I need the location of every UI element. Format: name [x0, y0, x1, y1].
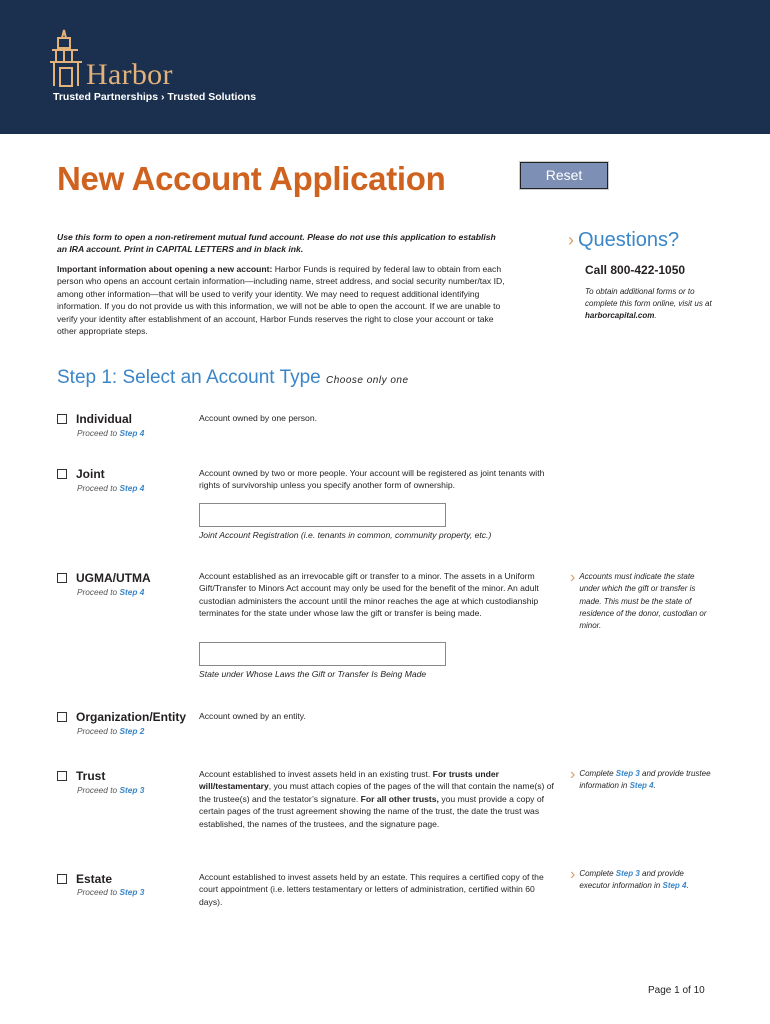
header-banner — [0, 0, 770, 134]
joint-registration-field[interactable] — [199, 503, 446, 527]
trust-note-step4: Step 4 — [629, 781, 654, 791]
website-link[interactable]: harborcapital.com — [585, 311, 655, 320]
chevron-right-icon: › — [570, 766, 576, 783]
chevron-right-icon: › — [570, 569, 576, 586]
important-info — [57, 263, 507, 337]
trust-proceed — [77, 785, 144, 795]
estate-note-text — [579, 868, 715, 893]
trust-note-step3: Step 3 — [615, 769, 640, 778]
step1-heading — [57, 367, 409, 389]
joint-proceed-step: Step 4 — [119, 483, 145, 493]
estate-description: Account established to invest assets held by an estate. This requires a certified copy of the court appointment (i.e. letters testamentary or letters of administration, certified within 60 days). — [199, 872, 544, 907]
option-joint[interactable] — [57, 467, 105, 481]
organization-checkbox[interactable] — [57, 712, 67, 722]
estate-proceed — [77, 887, 144, 897]
estate-note-c: and provide executor information in — [579, 869, 684, 891]
trust-checkbox[interactable] — [57, 771, 67, 781]
ugma-state-caption: State under Whose Laws the Gift or Transfer Is Being Made — [199, 669, 427, 679]
organization-proceed-step: Step 2 — [119, 726, 145, 736]
intro-text: Use this form to open a non-retirement mutual fund account. Please do not use this application to establish an IRA account. Print in CAPITAL LETTERS and in black ink. — [57, 232, 496, 255]
lighthouse-icon — [48, 28, 84, 88]
trust-desc-e: you must provide a copy of certain pages of the trust agreement showing the name of the trust, the date the trust was established, the names of the trustees, and the signature page. — [199, 793, 545, 829]
step1-title: Step 1: Select an Account Type — [57, 367, 321, 388]
joint-registration-caption: Joint Account Registration (i.e. tenants in common, community property, etc.) — [199, 530, 492, 540]
brand-name: Harbor — [86, 58, 173, 91]
individual-proceed — [77, 428, 144, 438]
questions-heading — [568, 229, 679, 252]
trust-desc-b: For trusts under will/testamentary — [199, 769, 499, 792]
estate-checkbox[interactable] — [57, 874, 67, 884]
organization-description: Account owned by an entity. — [199, 711, 306, 721]
ugma-state-field[interactable] — [199, 642, 446, 666]
joint-checkbox[interactable] — [57, 469, 67, 479]
trust-label: Trust — [76, 769, 106, 783]
proceed-prefix: Proceed to — [77, 887, 120, 897]
option-organization[interactable] — [57, 710, 186, 724]
ugma-proceed — [77, 587, 144, 597]
proceed-prefix: Proceed to — [77, 483, 120, 493]
ugma-checkbox[interactable] — [57, 573, 67, 583]
trust-desc-a: Account established to invest assets held in an existing trust. — [199, 769, 433, 779]
harbor-logo — [48, 28, 288, 108]
page-number: Page 1 of 10 — [648, 985, 705, 996]
joint-proceed — [77, 483, 144, 493]
questions-heading-text: Questions? — [578, 229, 680, 251]
proceed-prefix: Proceed to — [77, 428, 120, 438]
important-body: Harbor Funds is required by federal law to obtain from each person who opens an account certain information—including name, street address, and social security number/tax ID, among other information—that will be used to verify your identity. We may need to request additional identifying information. If you do not provide us with this information, we will not be able to open the account. If we are unable to verify your identity after establishment of an account, Harbor Funds reserves the right to close your account or take other appropriate steps. — [57, 264, 505, 337]
trust-description — [199, 768, 559, 830]
page-title: New Account Application — [57, 160, 446, 197]
estate-note-a: Complete — [579, 869, 616, 878]
questions-note-text: To obtain additional forms or to complete this form online, visit us at — [585, 287, 712, 308]
option-ugma-utma[interactable] — [57, 571, 151, 585]
trust-note-e: . — [653, 781, 656, 791]
estate-note-step3: Step 3 — [615, 869, 640, 878]
estate-note — [570, 868, 715, 893]
step1-instruction: Choose only one — [326, 375, 409, 386]
ugma-label: UGMA/UTMA — [76, 571, 151, 585]
chevron-right-icon: › — [570, 866, 576, 883]
option-trust[interactable] — [57, 769, 105, 783]
individual-label: Individual — [76, 412, 133, 426]
questions-phone: Call 800-422-1050 — [585, 263, 686, 277]
joint-description: Account owned by two or more people. Your account will be registered as joint tenants with rights of survivorship unless you specify another form of ownership. — [199, 468, 545, 491]
proceed-prefix: Proceed to — [77, 726, 120, 736]
estate-note-step4: Step 4 — [662, 881, 687, 891]
trust-note-c: and provide trustee information in — [579, 769, 711, 791]
individual-description: Account owned by one person. — [199, 413, 318, 423]
option-estate[interactable] — [57, 872, 112, 886]
trust-note — [570, 768, 715, 793]
trust-note-text — [579, 768, 715, 793]
option-individual[interactable] — [57, 412, 132, 426]
trust-proceed-step: Step 3 — [119, 785, 145, 795]
reset-button[interactable]: Reset — [520, 162, 608, 189]
proceed-prefix: Proceed to — [77, 587, 120, 597]
estate-proceed-step: Step 3 — [119, 887, 145, 897]
proceed-prefix: Proceed to — [77, 785, 120, 795]
chevron-right-icon: › — [568, 230, 574, 250]
important-lead: Important information about opening a new account: — [57, 264, 273, 274]
estate-label: Estate — [76, 872, 113, 886]
questions-note — [585, 286, 715, 322]
ugma-proceed-step: Step 4 — [119, 587, 145, 597]
joint-label: Joint — [76, 467, 105, 481]
organization-proceed — [77, 726, 144, 736]
trust-note-a: Complete — [579, 769, 616, 778]
trust-desc-d: For all other trusts, — [360, 793, 439, 804]
questions-note-period: . — [654, 311, 657, 320]
ugma-description: Account established as an irrevocable gift or transfer to a minor. The assets in a Uniform Gift/Transfer to Minors Act account may only be used for the benefit of the minor. An adult custodian administers the account until the minor reaches the age at which custodianship terminates for the state under whose law the gift or transfer is being made. — [199, 571, 539, 619]
individual-proceed-step: Step 4 — [119, 428, 145, 438]
ugma-note — [570, 571, 715, 632]
tagline: Trusted Partnerships › Trusted Solutions — [53, 91, 257, 103]
trust-desc-c: , you must attach copies of the pages of the will that contain the name(s) of the trustee(s) and the testator’s signature. — [199, 781, 554, 804]
ugma-note-text: Accounts must indicate the state under which the gift or transfer is made. This must be the state of residence of the donor, custodian or minor. — [579, 572, 707, 631]
organization-label: Organization/Entity — [76, 710, 187, 724]
estate-note-e: . — [686, 881, 689, 891]
individual-checkbox[interactable] — [57, 414, 67, 424]
